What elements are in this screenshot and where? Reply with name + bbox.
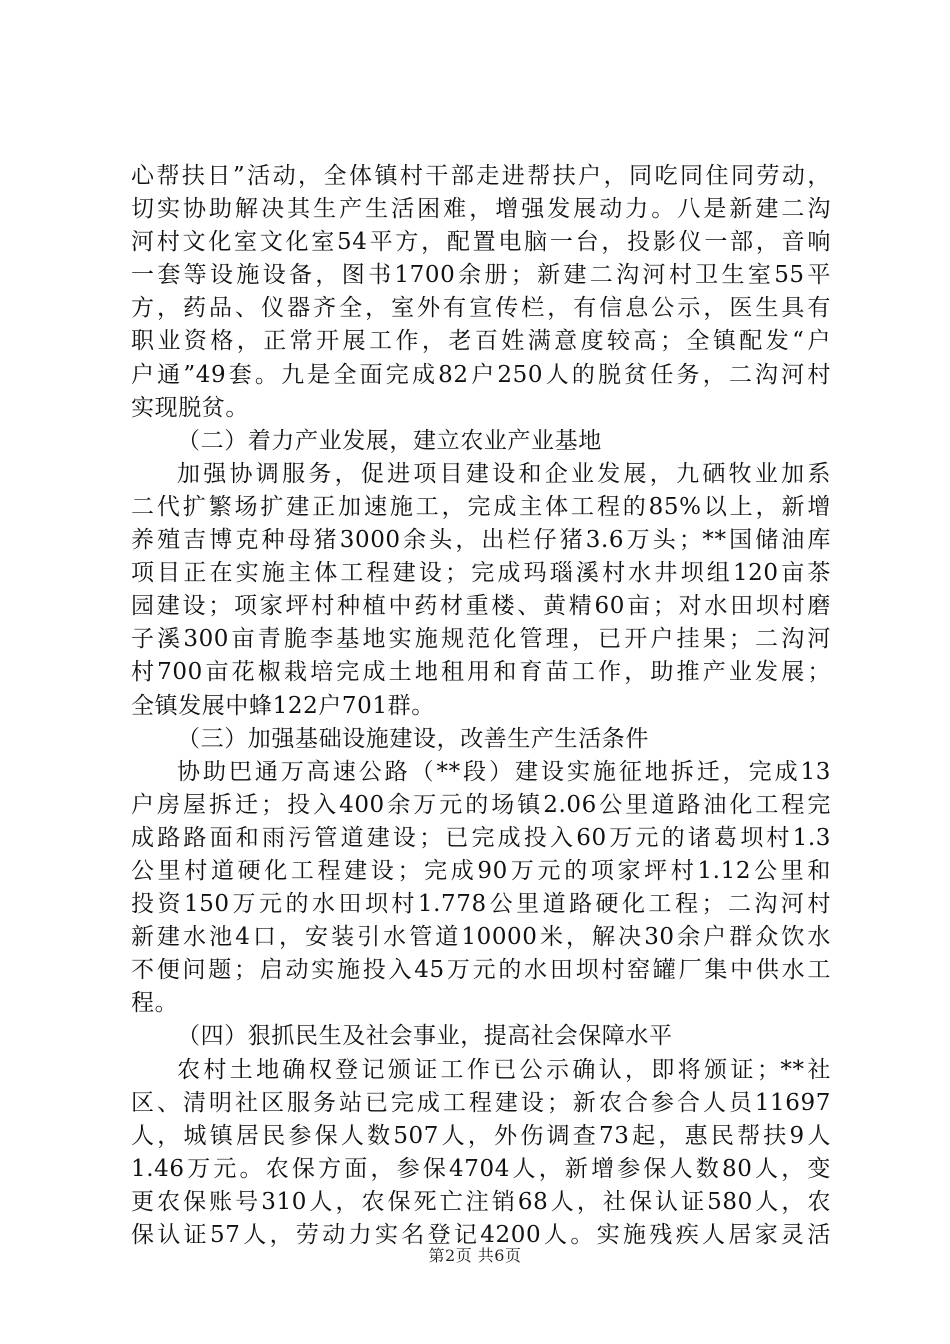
- section-heading: （二）着力产业发展，建立农业产业基地: [177, 427, 602, 454]
- body-line: 程。: [131, 990, 179, 1017]
- body-line: 投资150万元的水田坝村1.778公里道路硬化工程；二沟河村: [131, 891, 831, 918]
- body-line: 农村土地确权登记颁证工作已公示确认，即将颁证；**社: [177, 1056, 831, 1083]
- body-line: 成路路面和雨污管道建设；已完成投入60万元的诸葛坝村1.3: [131, 824, 831, 851]
- body-line: 子溪300亩青脆李基地实施规范化管理，已开户挂果；二沟河: [131, 626, 831, 653]
- body-line: 二代扩繁场扩建正加速施工，完成主体工程的85%以上，新增: [131, 493, 831, 520]
- section-heading: （四）狠抓民生及社会事业，提高社会保障水平: [177, 1023, 673, 1050]
- body-line: 切实协助解决其生产生活困难，增强发展动力。八是新建二沟: [131, 196, 831, 223]
- body-line: 一套等设施设备，图书1700余册；新建二沟河村卫生室55平: [131, 262, 831, 289]
- body-line: 实现脱贫。: [131, 394, 249, 421]
- body-line: 户房屋拆迁；投入400余万元的场镇2.06公里道路油化工程完: [131, 791, 831, 818]
- body-line: 职业资格，正常开展工作，老百姓满意度较高；全镇配发“户: [131, 328, 831, 355]
- document-body: [131, 160, 831, 1252]
- body-line: 加强协调服务，促进项目建设和企业发展，九硒牧业加系: [177, 460, 831, 487]
- body-line: 全镇发展中蜂122户701群。: [131, 692, 435, 719]
- body-line: 园建设；项家坪村种植中药材重楼、黄精60亩；对水田坝村磨: [131, 593, 831, 620]
- body-line: 河村文化室文化室54平方，配置电脑一台，投影仪一部，音响: [131, 229, 831, 256]
- body-line: 养殖吉博克种母猪3000余头，出栏仔猪3.6万头；**国储油库: [131, 527, 831, 554]
- body-line: 公里村道硬化工程建设；完成90万元的项家坪村1.12公里和: [131, 857, 831, 884]
- body-line: 协助巴通万高速公路（**段）建设实施征地拆迁，完成13: [177, 758, 831, 785]
- body-line: 保认证57人，劳动力实名登记4200人。实施残疾人居家灵活: [131, 1222, 831, 1248]
- body-line: 方，药品、仪器齐全，室外有宣传栏，有信息公示，医生具有: [131, 295, 831, 322]
- body-line: 不便问题；启动实施投入45万元的水田坝村窑罐厂集中供水工: [131, 957, 831, 984]
- section-heading: （三）加强基础设施建设，改善生产生活条件: [177, 725, 649, 752]
- body-line: 1.46万元。农保方面，参保4704人，新增参保人数80人，变: [131, 1155, 831, 1182]
- body-line: 村700亩花椒栽培完成土地租用和育苗工作，助推产业发展；: [131, 659, 831, 686]
- body-line: 新建水池4口，安装引水管道10000米，解决30余户群众饮水: [131, 924, 831, 951]
- body-line: 人，城镇居民参保人数507人，外伤调查73起，惠民帮扶9人: [131, 1122, 831, 1149]
- body-line: 项目正在实施主体工程建设；完成玛瑙溪村水井坝组120亩茶: [131, 560, 831, 587]
- body-line: 心帮扶日”活动，全体镇村干部走进帮扶户，同吃同住同劳动，: [131, 163, 831, 189]
- body-line: 户通”49套。九是全面完成82户250人的脱贫任务，二沟河村: [131, 361, 831, 388]
- body-line: 区、清明社区服务站已完成工程建设；新农合参合人员11697: [131, 1089, 831, 1116]
- page-number-footer: 第2页 共6页: [428, 1246, 522, 1265]
- body-line: 更农保账号310人，农保死亡注销68人，社保认证580人，农: [131, 1188, 831, 1215]
